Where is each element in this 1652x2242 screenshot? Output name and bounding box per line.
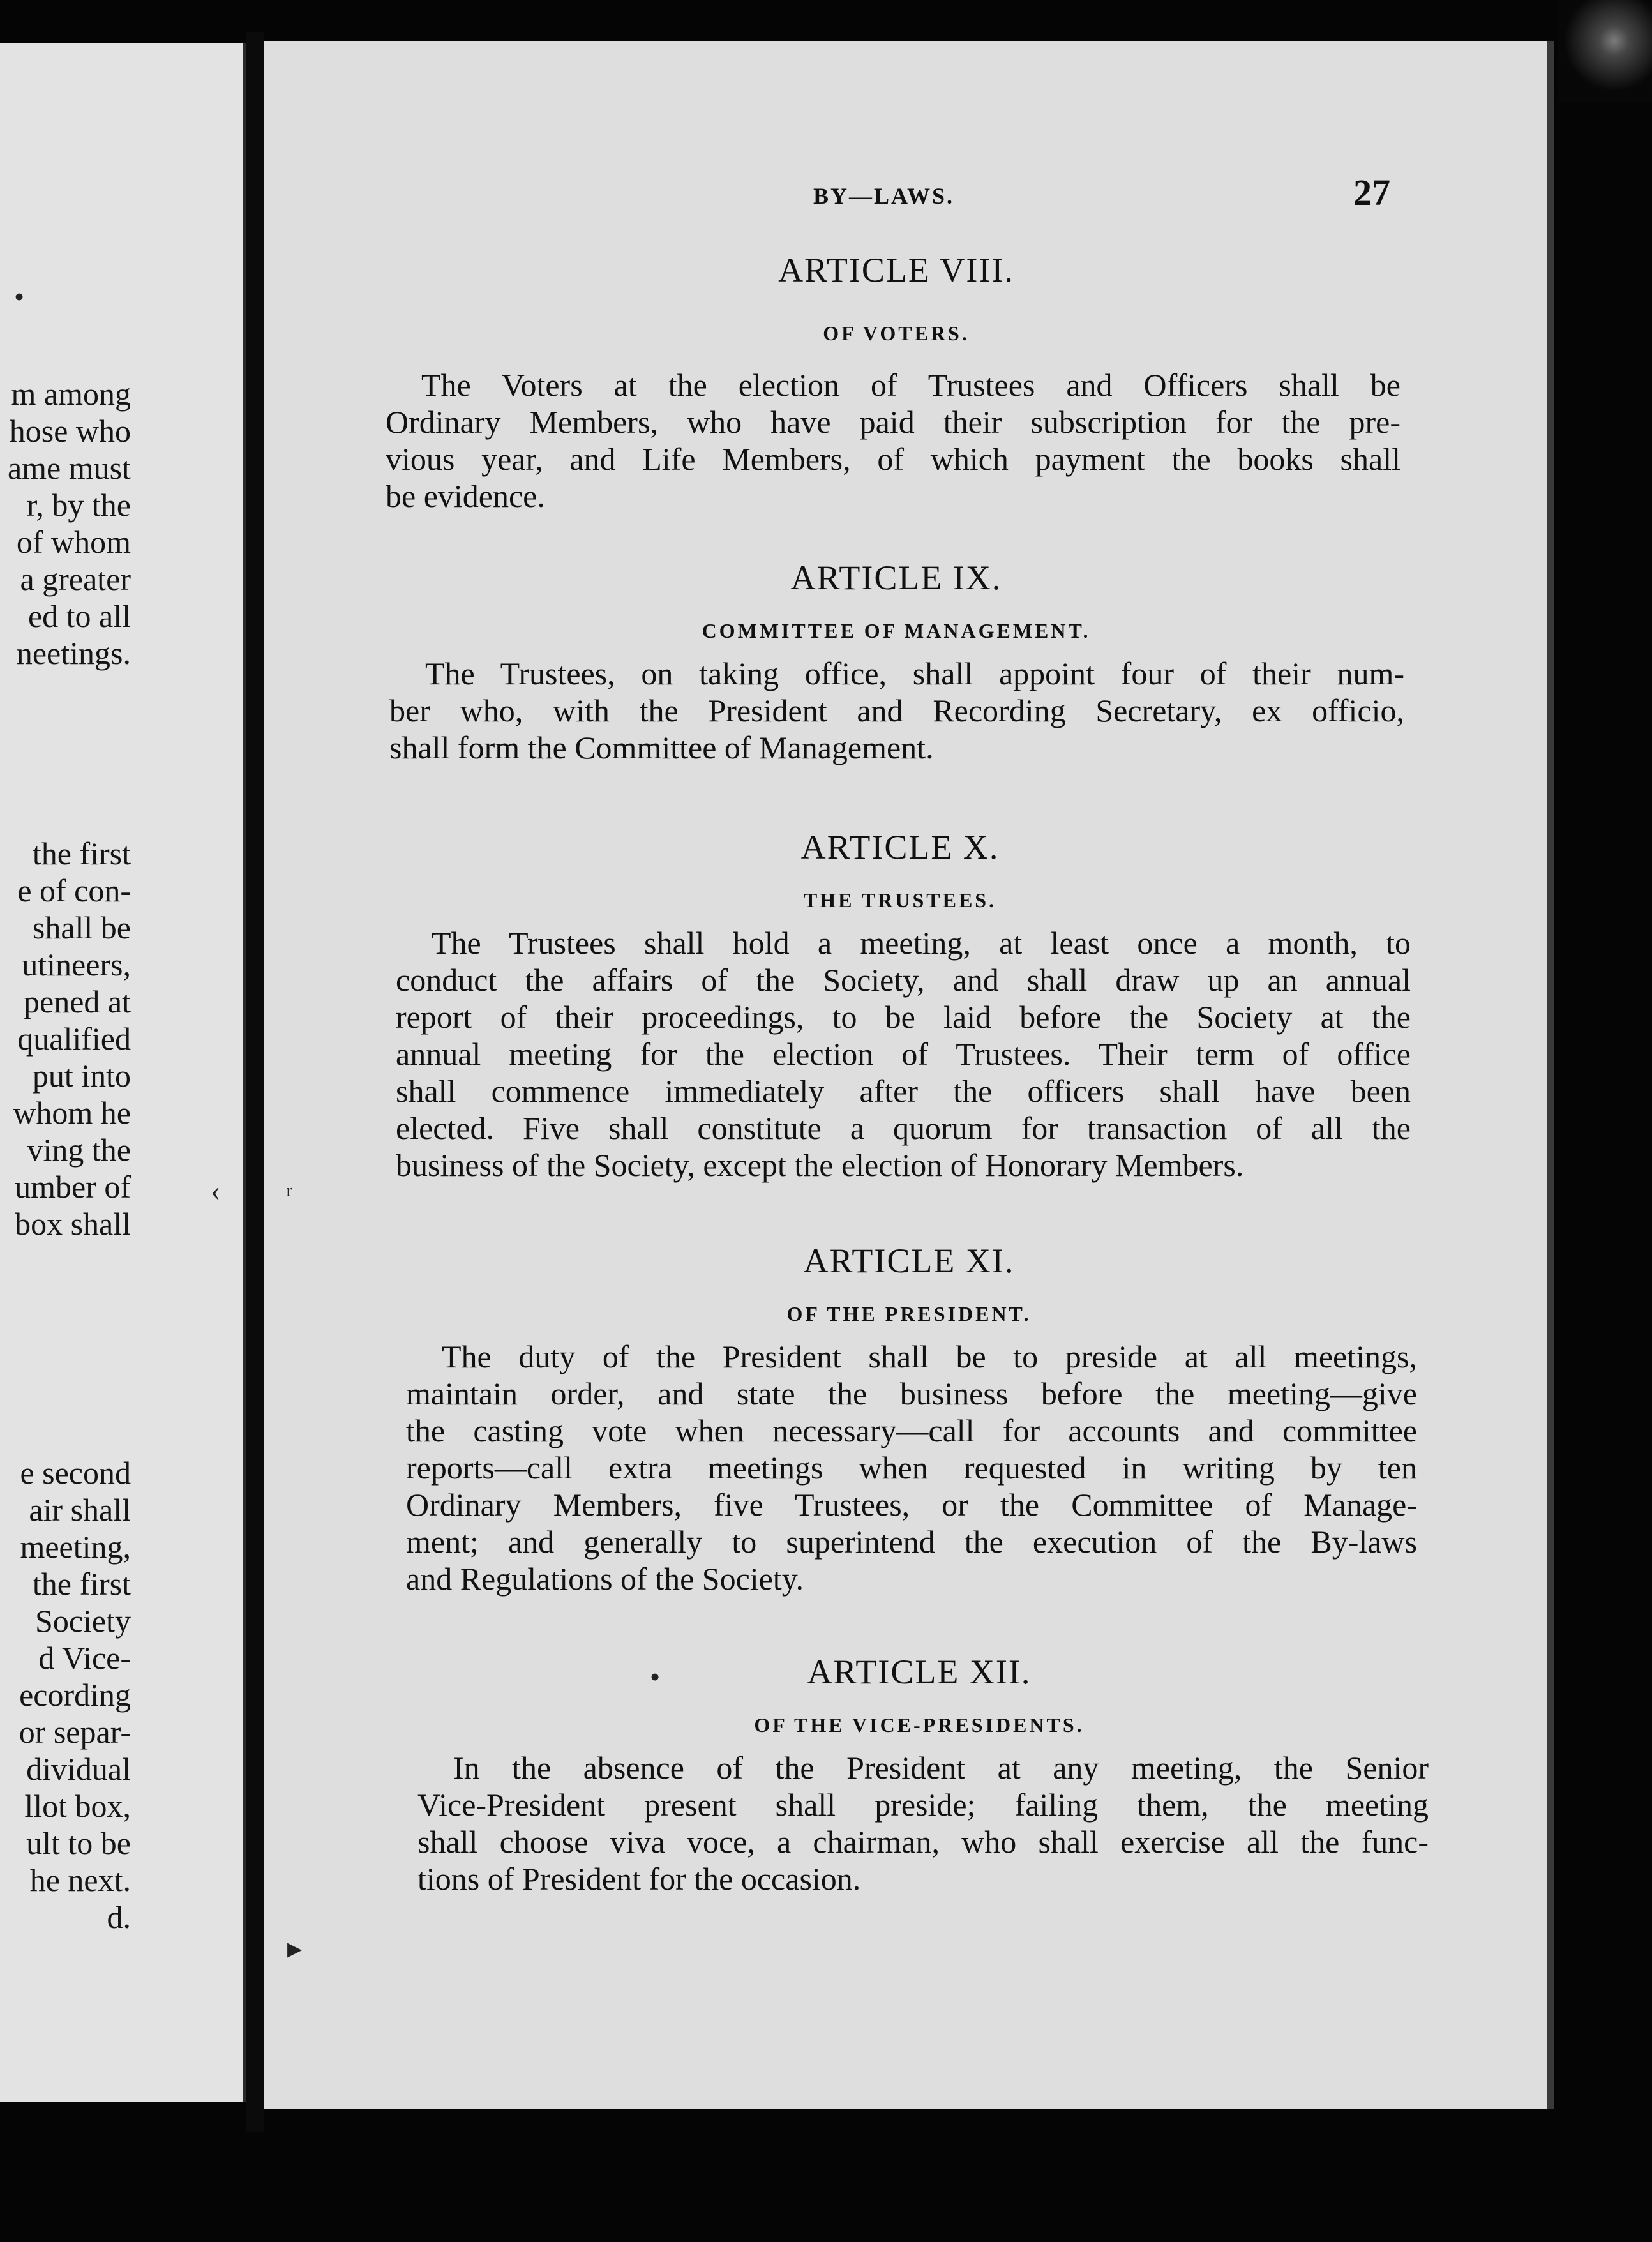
left-fragment-line: ult to be [26,1825,131,1861]
facing-page-text-fragments [0,43,131,2102]
body-line: shall commence immediately after the officers shall have been [396,1073,1411,1109]
left-fragment-line: e of con- [17,873,131,908]
left-fragment-line: air shall [29,1492,131,1528]
article-title: ARTICLE IX. [790,559,1002,597]
stray-mark: ‹ [211,1174,221,1207]
body-line: vious year, and Life Members, of which payment the books shall [386,441,1400,477]
stray-mark: • [650,1660,661,1693]
left-fragment-line: hose who [9,413,131,449]
body-line: reports—call extra meetings when requested in writing by ten [406,1450,1417,1486]
body-line: annual meeting for the election of Trustees. Their term of office [396,1036,1411,1072]
left-fragment-line: ecording [19,1677,131,1713]
left-fragment-line: umber of [15,1169,131,1205]
left-fragment-line: utineers, [22,947,131,982]
page-27 [264,41,1554,2109]
left-fragment-line: put into [32,1058,131,1094]
article-title: ARTICLE XII. [807,1653,1032,1691]
left-fragment-line: Society [35,1603,131,1639]
stray-mark: ▸ [287,1932,303,1964]
left-fragment-line: ame must [7,450,131,486]
left-fragment-line: pened at [24,984,131,1019]
left-fragment-line: whom he [13,1095,131,1131]
article-subtitle: OF THE PRESIDENT. [786,1302,1032,1325]
body-line: Vice-President present shall preside; failing them, the meeting [417,1787,1429,1823]
body-line: conduct the affairs of the Society, and shall draw up an annual [396,962,1411,998]
body-line: shall choose viva voce, a chairman, who shall exercise all the func- [417,1824,1429,1860]
body-line: be evidence. [386,478,545,514]
body-line: The Trustees shall hold a meeting, at least once a month, to [432,925,1411,961]
body-line: ment; and generally to superintend the execution of the By-laws [406,1524,1417,1560]
article-subtitle: THE TRUSTEES. [803,889,997,912]
left-fragment-line: r, by the [26,487,131,523]
left-fragment-line: d. [107,1899,131,1935]
article-title: ARTICLE XI. [803,1242,1015,1280]
article-body [406,1338,1417,1597]
page-number: 27 [1353,172,1390,213]
body-line: elected. Five shall constitute a quorum for transaction of all the [396,1110,1411,1146]
left-fragment-line: or separ- [19,1714,131,1750]
left-fragment-line: of whom [16,524,131,560]
body-line: ber who, with the President and Recording Secretary, ex officio, [389,693,1404,728]
article-body [417,1749,1429,1897]
left-fragment-line: m among [11,376,131,412]
left-fragment-line: box shall [15,1206,131,1242]
left-fragment-line: he next. [29,1862,131,1898]
body-line: Ordinary Members, who have paid their subscription for the pre- [386,404,1400,440]
body-line: shall form the Committee of Management. [389,730,934,765]
article-subtitle: OF THE VICE-PRESIDENTS. [754,1713,1085,1736]
left-fragment-line: shall be [32,910,131,945]
body-line: tions of President for the occasion. [417,1861,861,1897]
left-fragment-line: dividual [26,1751,131,1787]
facing-page-left [0,43,246,2102]
left-fragment-line: ed to all [27,598,131,634]
body-line: The Trustees, on taking office, shall appoint four of their num- [425,656,1404,691]
article-body [386,366,1400,515]
body-line: In the absence of the President at any meeting, the Senior [453,1750,1429,1786]
body-line: maintain order, and state the business before the meeting—give [406,1376,1417,1411]
stray-mark: • [14,280,25,313]
scan-edge-noise [1558,0,1652,102]
left-fragment-line: e second [20,1455,131,1491]
article-subtitle: COMMITTEE OF MANAGEMENT. [702,619,1091,642]
left-fragment-line: llot box, [24,1788,131,1824]
left-fragment-line: qualified [17,1021,131,1057]
body-line: business of the Society, except the election of Honorary Members. [396,1147,1244,1183]
article-title: ARTICLE X. [800,828,1000,866]
left-fragment-line: neetings. [16,635,131,671]
article-subtitle: OF VOTERS. [823,322,970,345]
left-fragment-line: the first [32,1566,131,1602]
body-line: Ordinary Members, five Trustees, or the Committee of Manage- [406,1487,1417,1523]
article-body [389,655,1404,766]
body-line: the casting vote when necessary—call for accounts and committee [406,1413,1417,1448]
article-title: ARTICLE VIII. [778,251,1014,289]
body-line: The duty of the President shall be to preside at all meetings, [442,1339,1417,1374]
book-gutter [246,32,264,2132]
left-fragment-line: ving the [27,1132,131,1168]
left-fragment-line: a greater [20,561,131,597]
article-body [396,924,1411,1184]
body-line: report of their proceedings, to be laid before the Society at the [396,999,1411,1035]
body-line: The Voters at the election of Trustees and Officers shall be [421,367,1400,403]
running-head: BY—LAWS. [813,183,955,209]
left-fragment-line: d Vice- [38,1640,131,1676]
body-line: and Regulations of the Society. [406,1561,804,1597]
stray-mark: ʳ [286,1178,292,1210]
left-fragment-line: meeting, [20,1529,131,1565]
left-fragment-line: the first [32,836,131,871]
